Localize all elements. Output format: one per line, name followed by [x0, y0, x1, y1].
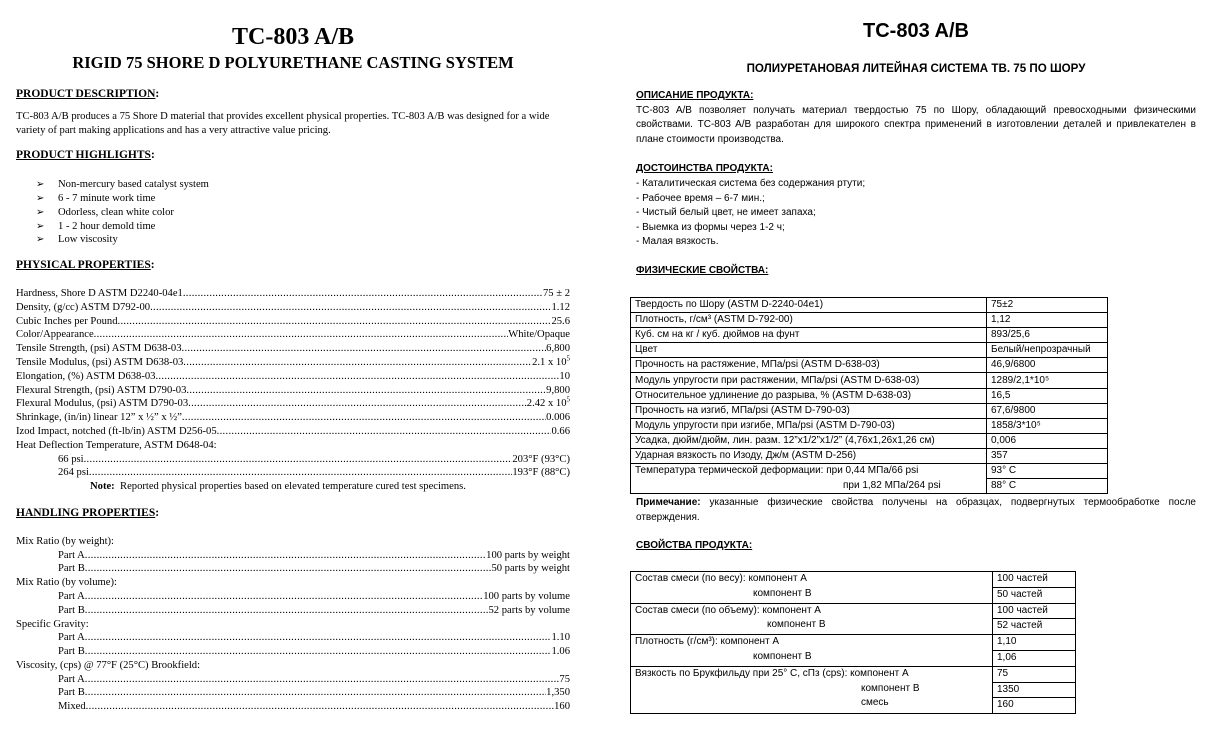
en-highlights-list: [16, 178, 570, 247]
ru-desc-heading: ОПИСАНИЕ ПРОДУКТА:: [636, 90, 754, 101]
en-title: TC-803 A/B: [231, 24, 354, 50]
ru-highlights-heading: ДОСТОИНСТВА ПРОДУКТА:: [636, 163, 773, 175]
en-subtitle: RIGID 75 SHORE D POLYURETHANE CASTING SYSTEM: [72, 53, 514, 72]
table-row: Прочность на растяжение, МПа/psi (ASTM D-638-03) 46,9/6800: [631, 358, 1108, 373]
table-row: Прочность на изгиб, МПа/psi (ASTM D-790-03) 67,6/9800: [631, 403, 1108, 418]
list-item: ➢ 1 - 2 hour demold time: [36, 220, 156, 232]
property-row: Shrinkage, (in/in) linear 12” x ½” x ½” ..... 0.006: [16, 411, 570, 425]
property-row: Part A ..... 100 parts by volume: [16, 590, 570, 604]
table-row: Цвет Белый/непрозрачный: [631, 343, 1108, 358]
table-row: Модуль упругости при изгибе, МПа/psi (ASTM D-790-03) 1858/3*10⁵: [631, 418, 1108, 433]
list-item: ➢ Non-mercury based catalyst system: [36, 179, 209, 191]
property-row: Part B ..... 52 parts by volume: [16, 604, 570, 618]
list-item: - Чистый белый цвет, не имеет запаха;: [636, 207, 816, 219]
mix-weight-label: Mix Ratio (by weight):: [16, 535, 114, 547]
table-row: Ударная вязкость по Изоду, Дж/м (ASTM D-256) 357: [631, 448, 1108, 463]
property-row: Cubic Inches per Pound ..... 25.6: [16, 315, 570, 329]
property-row: Mixed ..... 160: [16, 700, 570, 714]
property-row: Part B ..... 1.06: [16, 645, 570, 659]
table-row: 1350: [631, 682, 1076, 698]
list-item: ➢ 6 - 7 minute work time: [36, 192, 156, 204]
mix-volume-label: Mix Ratio (by volume):: [16, 577, 117, 589]
list-item: - Выемка из формы через 1-2 ч;: [636, 221, 785, 233]
table-row: Плотность, г/см³ (ASTM D-792-00) 1,12: [631, 313, 1108, 328]
ru-physical-table: [630, 297, 1108, 494]
table-row: Относительное удлинение до разрыва, % (ASTM D-638-03) 16,5: [631, 388, 1108, 403]
en-handling-heading: HANDLING PROPERTIES:: [16, 506, 160, 519]
table-row: Твердость по Шору (ASTM D-2240-04e1) 75±2: [631, 298, 1108, 313]
property-row: Part B ..... 50 parts by weight: [16, 562, 570, 576]
ru-subtitle: ПОЛИУРЕТАНОВАЯ ЛИТЕЙНАЯ СИСТЕМА ТВ. 75 ПО ШОРУ: [746, 62, 1086, 75]
property-row: Part B ..... 1,350: [16, 686, 570, 700]
list-item: - Каталитическая система без содержания ртути;: [636, 177, 866, 189]
property-row: 264 psi ..... 193°F (88°C): [16, 466, 570, 480]
ru-note: Примечание: указанные физические свойства получены на образцах, подвергнутых термообработке после отверждения.: [636, 497, 1196, 523]
en-desc-text: TC-803 A/B produces a 75 Shore D material that provides excellent physical properties. TC-803 A/B was designed for a wide variety of part making applications and has a very attractive value pricing.: [16, 110, 550, 136]
table-row: Вязкость по Брукфильду при 25° С, сПз (cps): компонент А компонент В смесь 75: [631, 666, 1076, 682]
list-item: - Малая вязкость.: [636, 236, 719, 248]
table-row: 50 частей: [631, 587, 1076, 603]
table-row: Модуль упругости при растяжении, МПа/psi (ASTM D-638-03) 1289/2,1*10⁵: [631, 373, 1108, 388]
ru-handling-table: [630, 571, 1076, 714]
property-row: Density, (g/cc) ASTM D792-00 ..... 1.12: [16, 301, 570, 315]
table-row: 160: [631, 698, 1076, 714]
list-item: ➢ Odorless, clean white color: [36, 206, 174, 218]
property-row: 66 psi ..... 203°F (93°C): [16, 453, 570, 467]
table-row: 1,06: [631, 650, 1076, 666]
property-row: Part A ..... 75: [16, 673, 570, 687]
property-row: Flexural Modulus, (psi) ASTM D790-03 ..... 2.42 x $10^5$: [16, 397, 570, 411]
en-handling-list: [16, 535, 570, 714]
ru-physical-heading: ФИЗИЧЕСКИЕ СВОЙСТВА:: [636, 264, 769, 276]
table-row: Состав смеси (по объему): компонент А компонент В 100 частей: [631, 603, 1076, 619]
property-row: Tensile Modulus, (psi) ASTM D638-03 ..... 2.1 x $10^5$: [16, 356, 570, 370]
property-row: Part A ..... 1.10: [16, 631, 570, 645]
en-highlights-heading: PRODUCT HIGHLIGHTS:: [16, 149, 155, 162]
property-row: Flexural Strength, (psi) ASTM D790-03 ..... 9,800: [16, 384, 570, 398]
table-row: Куб. см на кг / куб. дюймов на фунт 893/25,6: [631, 328, 1108, 343]
ru-title: TC-803 A/B: [863, 20, 969, 42]
table-row: Усадка, дюйм/дюйм, лин. разм. 12”x1/2”x1/2” (4,76x1,26x1,26 см) 0,006: [631, 433, 1108, 448]
en-physical-list: [16, 287, 570, 494]
gravity-label: Specific Gravity:: [16, 618, 89, 630]
property-row: Tensile Strength, (psi) ASTM D638-03 ..... 6,800: [16, 342, 570, 356]
ru-handling-heading: СВОЙСТВА ПРОДУКТА:: [636, 540, 753, 551]
table-row: Плотность (г/см³): компонент А компонент В 1,10: [631, 635, 1076, 651]
arrow-bullet-icon: ➢: [36, 234, 45, 246]
english-datasheet: [16, 22, 570, 714]
table-row: Температура термической деформации: при 0,44 МПа/66 psi 93° C: [631, 464, 1108, 479]
property-row: Izod Impact, notched (ft-lb/in) ASTM D256-05 ..... 0.66: [16, 425, 570, 439]
table-row: Состав смеси (по весу): компонент А компонент В 100 частей: [631, 572, 1076, 588]
arrow-bullet-icon: ➢: [36, 179, 45, 191]
list-item: ➢ Low viscosity: [36, 234, 118, 246]
property-row: Hardness, Shore D ASTM D2240-04e1 ..... 75 ± 2: [16, 287, 570, 301]
en-note: Note: Reported physical properties based on elevated temperature cured test specimens.: [90, 481, 466, 493]
arrow-bullet-icon: ➢: [36, 192, 45, 204]
arrow-bullet-icon: ➢: [36, 206, 45, 218]
property-row: Color/Appearance ..... White/Opaque: [16, 328, 570, 342]
table-row: 52 частей: [631, 619, 1076, 635]
arrow-bullet-icon: ➢: [36, 220, 45, 232]
property-row: Part A ..... 100 parts by weight: [16, 549, 570, 563]
list-item: - Рабочее время – 6-7 мин.;: [636, 192, 765, 204]
heat-deflection-label: Heat Deflection Temperature, ASTM D648-04:: [16, 439, 217, 451]
russian-datasheet: [636, 18, 1196, 279]
viscosity-label: Viscosity, (cps) @ 77°F (25°C) Brookfield:: [16, 659, 201, 671]
property-row: Elongation, (%) ASTM D638-03 ..... 10: [16, 370, 570, 384]
en-physical-heading: PHYSICAL PROPERTIES:: [16, 259, 155, 272]
table-row: при 1,82 МПа/264 psi 88° C: [631, 479, 1108, 494]
en-desc-heading: PRODUCT DESCRIPTION:: [16, 88, 160, 100]
ru-desc-text: TC-803 A/B позволяет получать материал твердостью 75 по Шору, обладающий превосходными физическими свойствами. TC-803 A/B разработан для широкого спектра применений в изготовлении деталей и привлекателен в плане стоимости производства.: [636, 104, 1196, 145]
